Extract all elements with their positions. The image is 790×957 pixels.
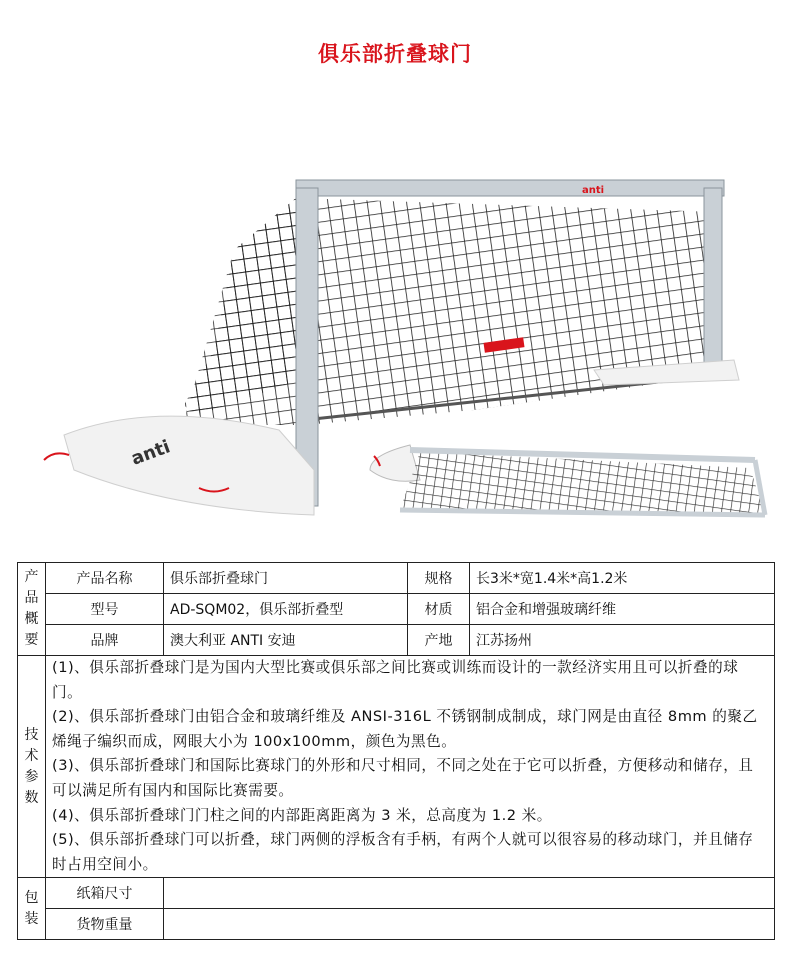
label-origin: 产地 xyxy=(408,625,470,656)
spec-row-model xyxy=(18,594,775,625)
value-brand: 澳大利亚 ANTI 安迪 xyxy=(164,625,408,656)
label-carton-size: 纸箱尺寸 xyxy=(46,878,164,909)
brand-mark-crossbar: anti xyxy=(582,185,605,196)
label-material: 材质 xyxy=(408,594,470,625)
value-carton-size xyxy=(164,878,775,909)
value-cargo-weight xyxy=(164,909,775,940)
tech-params-label: 技术参数 xyxy=(18,656,46,878)
tech-paragraph: (4)、俱乐部折叠球门门柱之间的内部距离距离为 3 米，总高度为 1.2 米。 xyxy=(52,806,552,824)
label-brand: 品牌 xyxy=(46,625,164,656)
tech-paragraph: (1)、俱乐部折叠球门是为国内大型比赛或俱乐部之间比赛或训练而设计的一款经济实用且可以折叠的球门。 xyxy=(52,659,739,701)
spec-row-brand xyxy=(18,625,775,656)
spec-row-name xyxy=(18,563,775,594)
page-title: 俱乐部折叠球门 xyxy=(318,42,472,66)
brand-mark-base: anti xyxy=(128,436,174,470)
tech-paragraph: (3)、俱乐部折叠球门和国际比赛球门的外形和尺寸相同，不同之处在于它可以折叠，方便移动和储存，且可以满足所有国内和国际比赛需要。 xyxy=(52,757,754,799)
goal-folded-photo xyxy=(360,430,776,530)
tech-paragraph: (5)、俱乐部折叠球门可以折叠，球门两侧的浮板含有手柄，有两个人就可以很容易的移动球门，并且储存时占用空间小。 xyxy=(52,831,754,873)
tech-description xyxy=(46,656,775,878)
label-spec: 规格 xyxy=(408,563,470,594)
spec-table xyxy=(17,562,775,940)
value-material: 铝合金和增强玻璃纤维 xyxy=(470,594,775,625)
packaging-label: 包装 xyxy=(18,878,46,940)
label-cargo-weight: 货物重量 xyxy=(46,909,164,940)
tech-row xyxy=(18,656,775,878)
packaging-row-weight xyxy=(18,909,775,940)
value-product-name: 俱乐部折叠球门 xyxy=(164,563,408,594)
label-product-name: 产品名称 xyxy=(46,563,164,594)
tech-paragraph: (2)、俱乐部折叠球门由铝合金和玻璃纤维及 ANSI-316L 不锈钢制成制成，球门网是由直径 8mm 的聚乙烯绳子编织而成，网眼大小为 100x100mm，颜色为黑色。 xyxy=(52,708,758,750)
value-model: AD-SQM02，俱乐部折叠型 xyxy=(164,594,408,625)
label-model: 型号 xyxy=(46,594,164,625)
packaging-row-size xyxy=(18,878,775,909)
value-origin: 江苏扬州 xyxy=(470,625,775,656)
value-spec: 长3米*宽1.4米*高1.2米 xyxy=(470,563,775,594)
product-summary-label: 产品概要 xyxy=(18,563,46,656)
